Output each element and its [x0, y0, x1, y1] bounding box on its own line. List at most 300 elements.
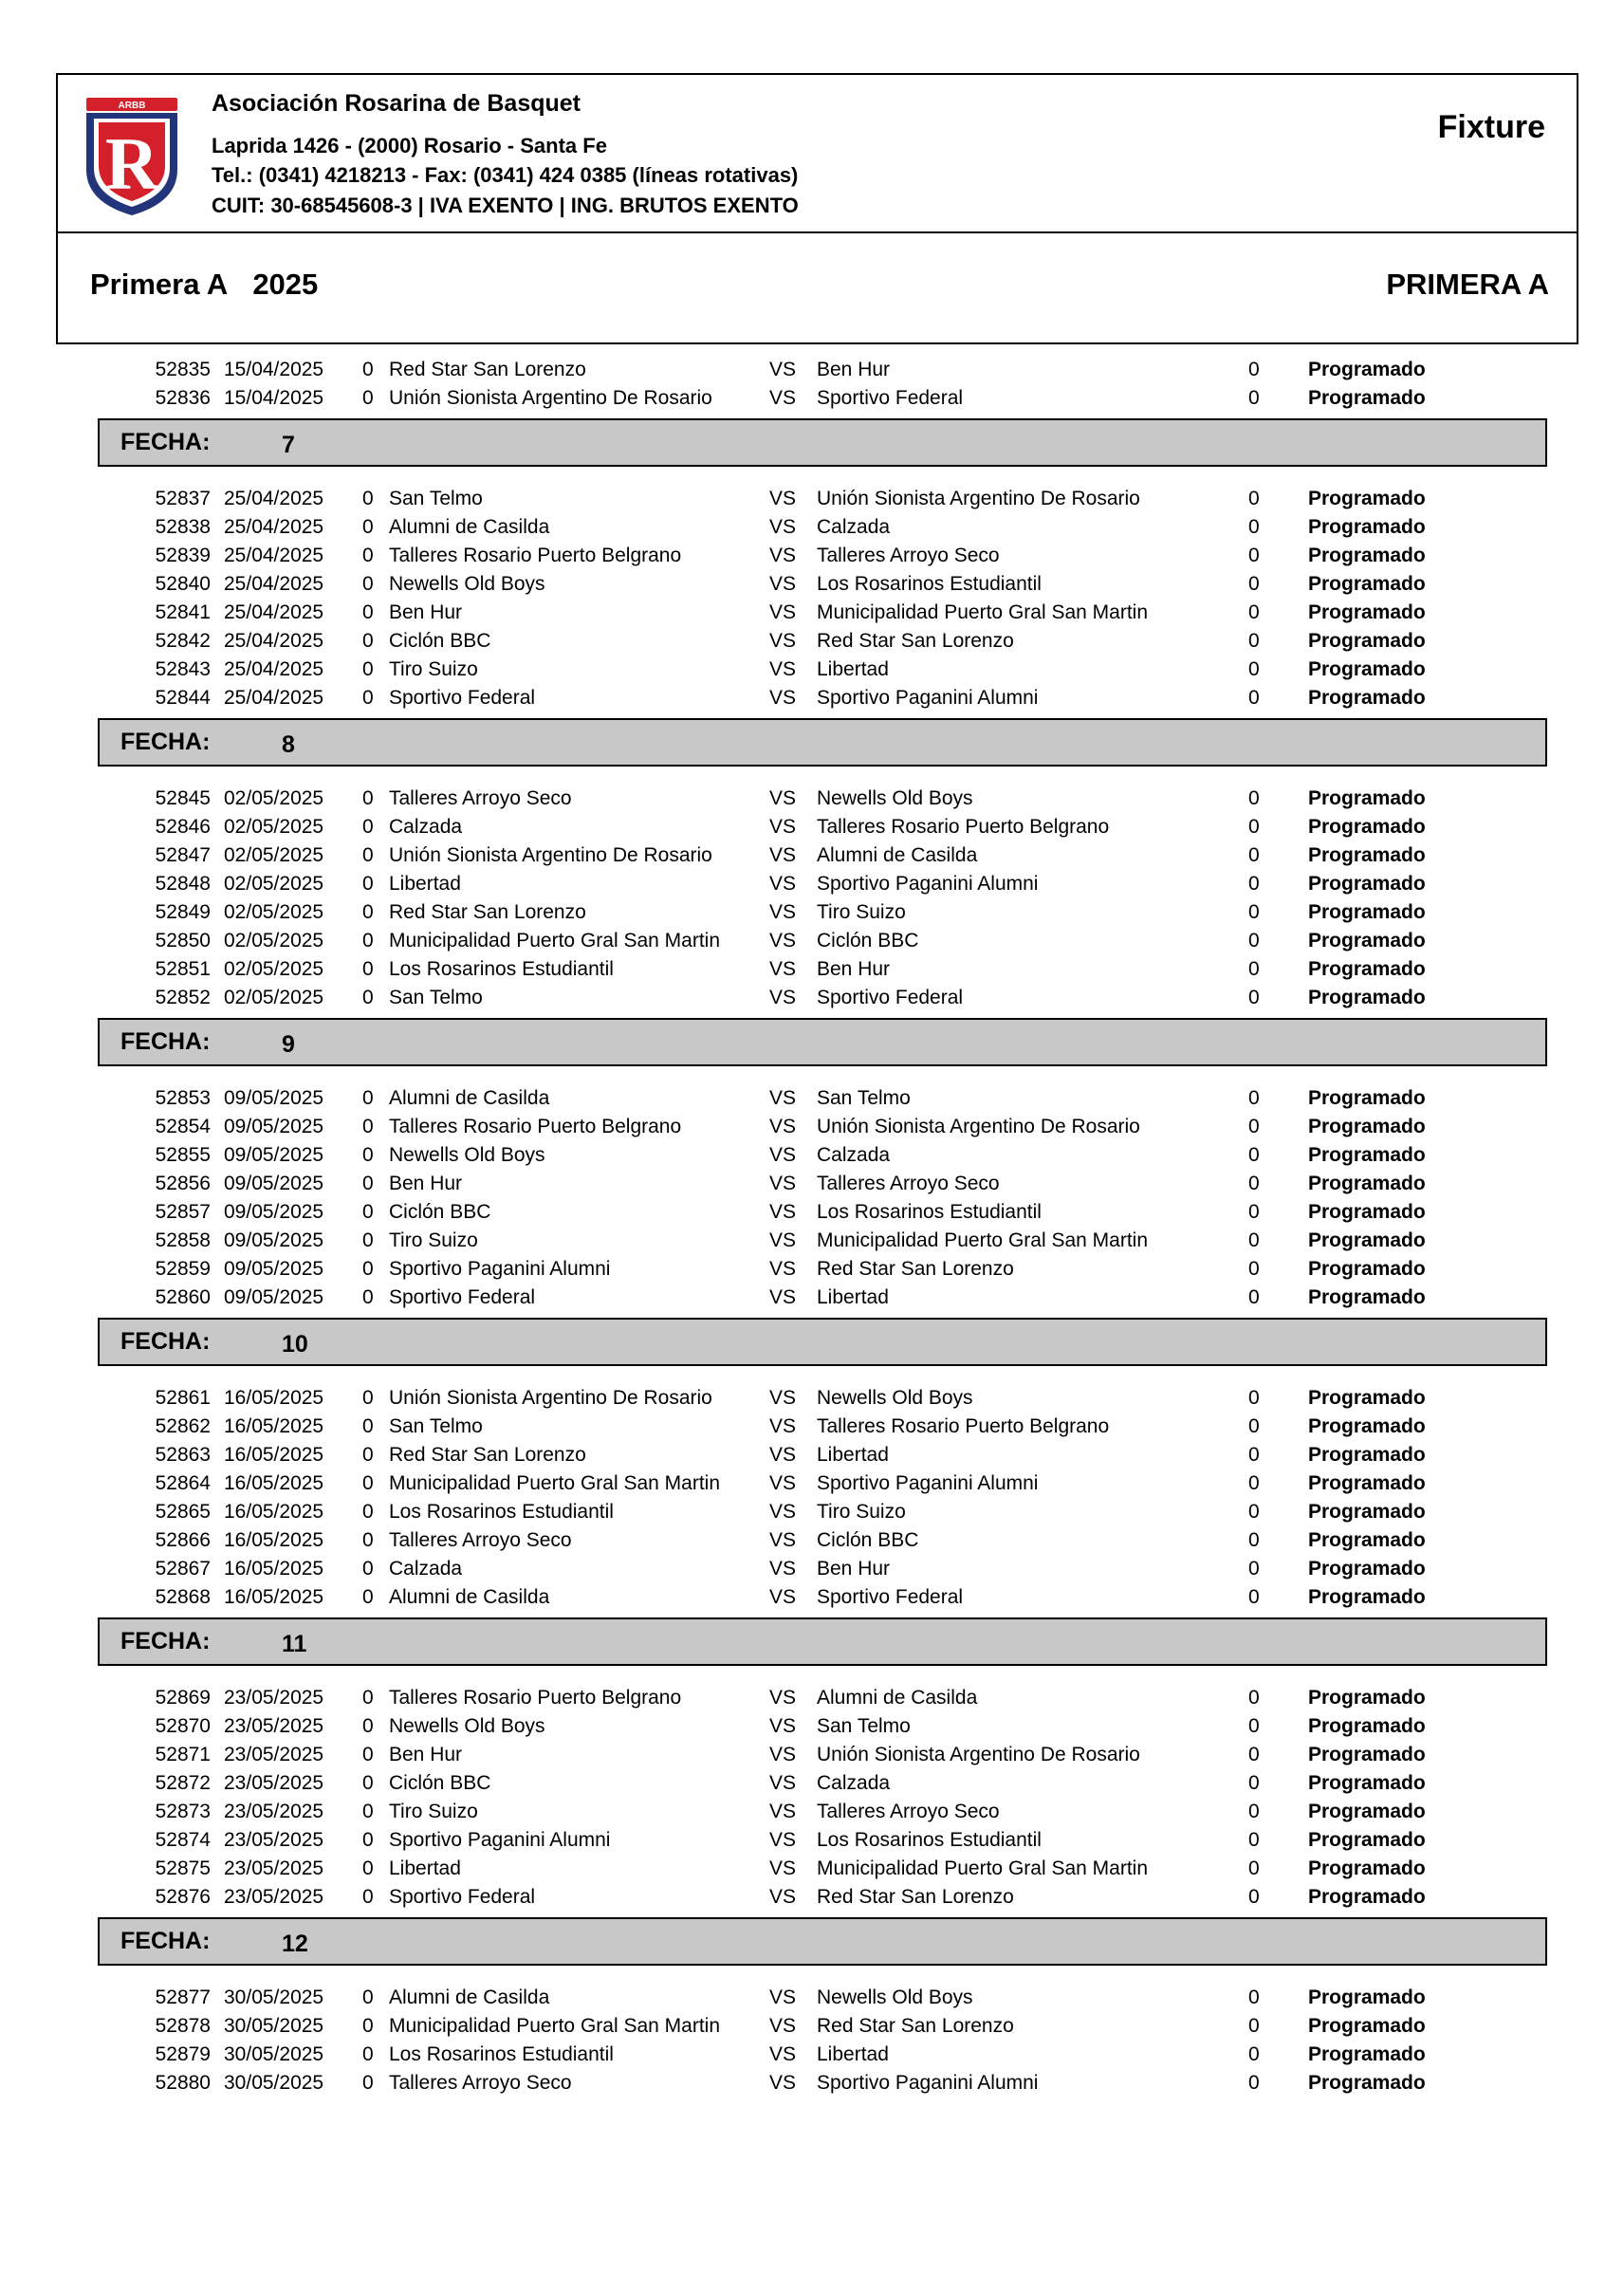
match-status: Programado: [1308, 873, 1426, 895]
match-status: Programado: [1308, 1116, 1426, 1137]
home-team: Talleres Arroyo Seco: [389, 2072, 572, 2094]
match-date: 25/04/2025: [224, 545, 324, 566]
fecha-header: [98, 1318, 1547, 1366]
away-team: Ciclón BBC: [817, 930, 919, 952]
match-date: 09/05/2025: [224, 1173, 324, 1194]
fecha-number: 11: [282, 1631, 307, 1657]
away-team: Calzada: [817, 516, 891, 538]
away-score: 0: [1248, 1687, 1260, 1709]
away-team: Sportivo Paganini Alumni: [817, 873, 1039, 895]
home-score: 0: [362, 1387, 374, 1409]
home-team: Alumni de Casilda: [389, 1987, 550, 2008]
home-score: 0: [362, 545, 374, 566]
match-date: 30/05/2025: [224, 2072, 324, 2094]
away-score: 0: [1248, 1501, 1260, 1523]
home-team: Ben Hur: [389, 1744, 463, 1765]
vs-label: VS: [769, 601, 797, 623]
category-name: Primera A: [90, 268, 229, 301]
match-row: [0, 656, 1624, 684]
away-team: Municipalidad Puerto Gral San Martin: [817, 601, 1149, 623]
away-team: Red Star San Lorenzo: [817, 1258, 1014, 1280]
match-row: [0, 1141, 1624, 1170]
match-id: 52872: [155, 1772, 211, 1794]
home-team: Los Rosarinos Estudiantil: [389, 958, 614, 980]
match-row: [0, 1227, 1624, 1255]
header-divider: [58, 231, 1577, 233]
match-date: 23/05/2025: [224, 1687, 324, 1709]
fecha-section: [0, 413, 1624, 485]
match-status: Programado: [1308, 930, 1426, 952]
match-status: Programado: [1308, 1801, 1426, 1822]
match-row: [0, 1684, 1624, 1712]
away-score: 0: [1248, 573, 1260, 595]
match-date: 09/05/2025: [224, 1144, 324, 1166]
logo-letter: R: [104, 122, 159, 205]
match-id: 52869: [155, 1687, 211, 1709]
match-id: 52847: [155, 844, 211, 866]
vs-label: VS: [769, 1144, 797, 1166]
match-id: 52877: [155, 1987, 211, 2008]
home-score: 0: [362, 1772, 374, 1794]
away-team: Los Rosarinos Estudiantil: [817, 1829, 1042, 1851]
away-team: Sportivo Paganini Alumni: [817, 2072, 1039, 2094]
match-date: 25/04/2025: [224, 630, 324, 652]
home-score: 0: [362, 1744, 374, 1765]
home-score: 0: [362, 2072, 374, 2094]
vs-label: VS: [769, 1586, 797, 1608]
match-date: 25/04/2025: [224, 573, 324, 595]
home-team: Tiro Suizo: [389, 1229, 478, 1251]
home-team: San Telmo: [389, 987, 483, 1008]
home-team: Libertad: [389, 1857, 461, 1879]
home-score: 0: [362, 1529, 374, 1551]
home-team: Red Star San Lorenzo: [389, 1444, 586, 1466]
vs-label: VS: [769, 630, 797, 652]
away-score: 0: [1248, 630, 1260, 652]
away-team: Municipalidad Puerto Gral San Martin: [817, 1229, 1149, 1251]
match-date: 02/05/2025: [224, 873, 324, 895]
home-score: 0: [362, 1857, 374, 1879]
match-row: [0, 1284, 1624, 1312]
fecha-section: [0, 712, 1624, 785]
match-row: [0, 1441, 1624, 1469]
fecha-header: [98, 418, 1547, 467]
vs-label: VS: [769, 930, 797, 952]
match-row: [0, 955, 1624, 984]
match-id: 52860: [155, 1286, 211, 1308]
fecha-label: FECHA:: [120, 1628, 211, 1654]
fecha-section: [0, 1912, 1624, 1984]
home-score: 0: [362, 844, 374, 866]
arbb-logo: [83, 96, 181, 217]
match-date: 25/04/2025: [224, 658, 324, 680]
match-row: [0, 1583, 1624, 1612]
away-score: 0: [1248, 958, 1260, 980]
match-id: 52864: [155, 1472, 211, 1494]
away-team: Newells Old Boys: [817, 1987, 973, 2008]
match-row: [0, 513, 1624, 542]
match-date: 09/05/2025: [224, 1286, 324, 1308]
match-id: 52849: [155, 901, 211, 923]
match-id: 52848: [155, 873, 211, 895]
match-status: Programado: [1308, 816, 1426, 838]
vs-label: VS: [769, 958, 797, 980]
match-status: Programado: [1308, 987, 1426, 1008]
home-score: 0: [362, 1501, 374, 1523]
match-date: 02/05/2025: [224, 987, 324, 1008]
match-date: 09/05/2025: [224, 1229, 324, 1251]
home-team: Los Rosarinos Estudiantil: [389, 1501, 614, 1523]
away-score: 0: [1248, 359, 1260, 380]
home-score: 0: [362, 359, 374, 380]
vs-label: VS: [769, 2015, 797, 2037]
match-status: Programado: [1308, 1472, 1426, 1494]
match-date: 09/05/2025: [224, 1087, 324, 1109]
vs-label: VS: [769, 987, 797, 1008]
match-status: Programado: [1308, 1087, 1426, 1109]
away-team: Alumni de Casilda: [817, 844, 978, 866]
home-score: 0: [362, 630, 374, 652]
home-team: Tiro Suizo: [389, 658, 478, 680]
match-date: 02/05/2025: [224, 844, 324, 866]
match-status: Programado: [1308, 844, 1426, 866]
away-score: 0: [1248, 1087, 1260, 1109]
match-date: 09/05/2025: [224, 1258, 324, 1280]
match-row: [0, 1170, 1624, 1198]
match-id: 52837: [155, 488, 211, 509]
away-team: Sportivo Paganini Alumni: [817, 687, 1039, 709]
vs-label: VS: [769, 516, 797, 538]
match-row: [0, 1084, 1624, 1113]
away-score: 0: [1248, 387, 1260, 409]
away-team: Talleres Arroyo Seco: [817, 1173, 1000, 1194]
match-date: 15/04/2025: [224, 387, 324, 409]
away-score: 0: [1248, 2015, 1260, 2037]
match-id: 52858: [155, 1229, 211, 1251]
match-status: Programado: [1308, 1501, 1426, 1523]
match-row: [0, 1413, 1624, 1441]
away-team: Ben Hur: [817, 359, 891, 380]
away-team: Los Rosarinos Estudiantil: [817, 573, 1042, 595]
away-score: 0: [1248, 1558, 1260, 1580]
match-status: Programado: [1308, 1744, 1426, 1765]
home-score: 0: [362, 1201, 374, 1223]
away-score: 0: [1248, 1744, 1260, 1765]
home-team: Talleres Rosario Puerto Belgrano: [389, 545, 682, 566]
home-team: Newells Old Boys: [389, 1715, 545, 1737]
home-team: Sportivo Paganini Alumni: [389, 1829, 611, 1851]
home-team: Los Rosarinos Estudiantil: [389, 2043, 614, 2065]
match-date: 23/05/2025: [224, 1801, 324, 1822]
away-score: 0: [1248, 545, 1260, 566]
match-id: 52843: [155, 658, 211, 680]
match-status: Programado: [1308, 1886, 1426, 1908]
match-id: 52866: [155, 1529, 211, 1551]
away-team: Tiro Suizo: [817, 901, 906, 923]
home-team: Sportivo Federal: [389, 687, 536, 709]
away-score: 0: [1248, 1387, 1260, 1409]
home-score: 0: [362, 1173, 374, 1194]
match-row: [0, 927, 1624, 955]
match-row: [0, 1798, 1624, 1826]
home-team: Tiro Suizo: [389, 1801, 478, 1822]
home-score: 0: [362, 516, 374, 538]
organization-address: Laprida 1426 - (2000) Rosario - Santa Fe: [212, 134, 607, 157]
match-id: 52873: [155, 1801, 211, 1822]
home-team: Talleres Arroyo Seco: [389, 787, 572, 809]
match-row: [0, 1384, 1624, 1413]
match-date: 02/05/2025: [224, 787, 324, 809]
match-status: Programado: [1308, 1144, 1426, 1166]
match-status: Programado: [1308, 1772, 1426, 1794]
away-team: Los Rosarinos Estudiantil: [817, 1201, 1042, 1223]
fecha-section: [0, 1612, 1624, 1684]
away-team: San Telmo: [817, 1715, 911, 1737]
away-score: 0: [1248, 2043, 1260, 2065]
match-id: 52853: [155, 1087, 211, 1109]
fecha-number: 10: [282, 1331, 308, 1358]
away-team: Talleres Rosario Puerto Belgrano: [817, 1415, 1110, 1437]
away-team: Libertad: [817, 1286, 889, 1308]
match-row: [0, 1198, 1624, 1227]
away-team: Newells Old Boys: [817, 1387, 973, 1409]
match-status: Programado: [1308, 573, 1426, 595]
away-score: 0: [1248, 930, 1260, 952]
match-status: Programado: [1308, 1857, 1426, 1879]
away-score: 0: [1248, 1116, 1260, 1137]
home-team: Sportivo Paganini Alumni: [389, 1258, 611, 1280]
match-date: 16/05/2025: [224, 1586, 324, 1608]
organization-name: Asociación Rosarina de Basquet: [212, 90, 581, 117]
vs-label: VS: [769, 1201, 797, 1223]
home-score: 0: [362, 1886, 374, 1908]
away-team: Sportivo Federal: [817, 387, 964, 409]
away-score: 0: [1248, 1201, 1260, 1223]
home-score: 0: [362, 573, 374, 595]
match-id: 52856: [155, 1173, 211, 1194]
match-date: 30/05/2025: [224, 1987, 324, 2008]
vs-label: VS: [769, 1116, 797, 1137]
organization-phone: Tel.: (0341) 4218213 - Fax: (0341) 424 0385 (líneas rotativas): [212, 163, 799, 187]
away-team: Alumni de Casilda: [817, 1687, 978, 1709]
home-team: San Telmo: [389, 1415, 483, 1437]
match-date: 16/05/2025: [224, 1529, 324, 1551]
vs-label: VS: [769, 1857, 797, 1879]
home-score: 0: [362, 1586, 374, 1608]
match-status: Programado: [1308, 1201, 1426, 1223]
vs-label: VS: [769, 1829, 797, 1851]
document-title: Fixture: [1437, 109, 1545, 145]
match-date: 23/05/2025: [224, 1829, 324, 1851]
away-team: Sportivo Federal: [817, 987, 964, 1008]
home-score: 0: [362, 687, 374, 709]
match-status: Programado: [1308, 1258, 1426, 1280]
home-score: 0: [362, 488, 374, 509]
vs-label: VS: [769, 488, 797, 509]
match-id: 52878: [155, 2015, 211, 2037]
home-team: Ben Hur: [389, 1173, 463, 1194]
logo-text: ARBB: [118, 101, 146, 111]
match-id: 52850: [155, 930, 211, 952]
away-score: 0: [1248, 1772, 1260, 1794]
match-row: [0, 1469, 1624, 1498]
fecha-header: [98, 1018, 1547, 1066]
match-id: 52874: [155, 1829, 211, 1851]
home-score: 0: [362, 2043, 374, 2065]
home-team: Ciclón BBC: [389, 1772, 491, 1794]
home-score: 0: [362, 787, 374, 809]
match-date: 23/05/2025: [224, 1886, 324, 1908]
fecha-number: 7: [282, 432, 295, 458]
home-team: Unión Sionista Argentino De Rosario: [389, 1387, 712, 1409]
match-id: 52838: [155, 516, 211, 538]
match-row: [0, 870, 1624, 898]
away-team: Red Star San Lorenzo: [817, 630, 1014, 652]
home-score: 0: [362, 1087, 374, 1109]
home-score: 0: [362, 930, 374, 952]
match-date: 09/05/2025: [224, 1116, 324, 1137]
match-row: [0, 627, 1624, 656]
match-id: 52840: [155, 573, 211, 595]
vs-label: VS: [769, 901, 797, 923]
home-score: 0: [362, 1444, 374, 1466]
away-score: 0: [1248, 1173, 1260, 1194]
away-team: Libertad: [817, 658, 889, 680]
away-score: 0: [1248, 1286, 1260, 1308]
match-status: Programado: [1308, 630, 1426, 652]
away-team: Talleres Arroyo Seco: [817, 1801, 1000, 1822]
match-status: Programado: [1308, 488, 1426, 509]
vs-label: VS: [769, 1444, 797, 1466]
match-date: 16/05/2025: [224, 1558, 324, 1580]
vs-label: VS: [769, 1387, 797, 1409]
away-score: 0: [1248, 658, 1260, 680]
match-status: Programado: [1308, 1415, 1426, 1437]
match-id: 52846: [155, 816, 211, 838]
away-team: Sportivo Paganini Alumni: [817, 1472, 1039, 1494]
vs-label: VS: [769, 1087, 797, 1109]
match-date: 02/05/2025: [224, 901, 324, 923]
match-row: [0, 984, 1624, 1012]
match-date: 02/05/2025: [224, 930, 324, 952]
away-team: Unión Sionista Argentino De Rosario: [817, 1744, 1140, 1765]
fecha-number: 9: [282, 1031, 295, 1058]
match-date: 25/04/2025: [224, 488, 324, 509]
vs-label: VS: [769, 1886, 797, 1908]
match-id: 52857: [155, 1201, 211, 1223]
match-status: Programado: [1308, 687, 1426, 709]
match-row: [0, 356, 1624, 384]
fecha-label: FECHA:: [120, 429, 211, 455]
fecha-header: [98, 1917, 1547, 1966]
home-team: Ciclón BBC: [389, 1201, 491, 1223]
vs-label: VS: [769, 1801, 797, 1822]
vs-label: VS: [769, 2043, 797, 2065]
vs-label: VS: [769, 687, 797, 709]
home-team: Talleres Rosario Puerto Belgrano: [389, 1687, 682, 1709]
away-team: San Telmo: [817, 1087, 911, 1109]
home-score: 0: [362, 1286, 374, 1308]
match-id: 52851: [155, 958, 211, 980]
away-score: 0: [1248, 1715, 1260, 1737]
fecha-label: FECHA:: [120, 1028, 211, 1055]
vs-label: VS: [769, 1258, 797, 1280]
fecha-label: FECHA:: [120, 729, 211, 755]
home-team: Ben Hur: [389, 601, 463, 623]
away-score: 0: [1248, 1529, 1260, 1551]
match-status: Programado: [1308, 1987, 1426, 2008]
category-label: PRIMERA A: [1386, 268, 1549, 301]
match-status: Programado: [1308, 1173, 1426, 1194]
away-team: Red Star San Lorenzo: [817, 1886, 1014, 1908]
away-team: Sportivo Federal: [817, 1586, 964, 1608]
match-id: 52855: [155, 1144, 211, 1166]
match-row: [0, 2012, 1624, 2041]
match-row: [0, 1113, 1624, 1141]
match-row: [0, 384, 1624, 413]
match-date: 23/05/2025: [224, 1772, 324, 1794]
match-status: Programado: [1308, 1387, 1426, 1409]
away-score: 0: [1248, 844, 1260, 866]
vs-label: VS: [769, 816, 797, 838]
away-score: 0: [1248, 1857, 1260, 1879]
home-score: 0: [362, 1687, 374, 1709]
away-score: 0: [1248, 1987, 1260, 2008]
vs-label: VS: [769, 1501, 797, 1523]
home-team: Ciclón BBC: [389, 630, 491, 652]
match-date: 02/05/2025: [224, 958, 324, 980]
vs-label: VS: [769, 1286, 797, 1308]
home-score: 0: [362, 1144, 374, 1166]
away-score: 0: [1248, 1258, 1260, 1280]
match-id: 52876: [155, 1886, 211, 1908]
away-team: Unión Sionista Argentino De Rosario: [817, 488, 1140, 509]
match-status: Programado: [1308, 2043, 1426, 2065]
match-id: 52861: [155, 1387, 211, 1409]
match-status: Programado: [1308, 601, 1426, 623]
match-id: 52839: [155, 545, 211, 566]
match-status: Programado: [1308, 901, 1426, 923]
match-date: 16/05/2025: [224, 1387, 324, 1409]
home-score: 0: [362, 1558, 374, 1580]
match-date: 02/05/2025: [224, 816, 324, 838]
home-score: 0: [362, 658, 374, 680]
away-score: 0: [1248, 687, 1260, 709]
vs-label: VS: [769, 1744, 797, 1765]
home-score: 0: [362, 958, 374, 980]
match-status: Programado: [1308, 1529, 1426, 1551]
vs-label: VS: [769, 1772, 797, 1794]
match-row: [0, 1255, 1624, 1284]
fixture-list: [0, 356, 1624, 2097]
home-team: Alumni de Casilda: [389, 1586, 550, 1608]
vs-label: VS: [769, 787, 797, 809]
match-row: [0, 1712, 1624, 1741]
away-score: 0: [1248, 1472, 1260, 1494]
home-team: Calzada: [389, 1558, 463, 1580]
match-id: 52852: [155, 987, 211, 1008]
match-status: Programado: [1308, 545, 1426, 566]
vs-label: VS: [769, 1715, 797, 1737]
fecha-section: [0, 1312, 1624, 1384]
home-team: Unión Sionista Argentino De Rosario: [389, 844, 712, 866]
category-year: 2025: [252, 268, 319, 301]
vs-label: VS: [769, 1229, 797, 1251]
match-status: Programado: [1308, 1286, 1426, 1308]
vs-label: VS: [769, 844, 797, 866]
match-id: 52870: [155, 1715, 211, 1737]
match-id: 52875: [155, 1857, 211, 1879]
